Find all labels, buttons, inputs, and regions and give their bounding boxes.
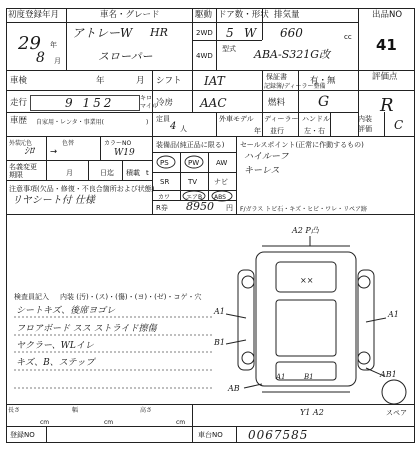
diagram-front-label: A2 P凸 — [292, 226, 319, 235]
inspection-label: 車検 — [10, 76, 28, 86]
notes-title: 注意事項(欠品・修復・不良合箇所および状態) — [9, 185, 155, 193]
selling-point-1: ハイルーフ — [244, 152, 289, 162]
year-unit: 年 — [50, 41, 57, 49]
drive-label: 駆動 — [195, 10, 213, 20]
displacement-label: 排気量 — [274, 10, 300, 20]
registration-no-label: 登録NO — [10, 431, 35, 439]
selling-point-title: セールスポイント(正常に作動するもの) — [240, 141, 364, 149]
interior-label: 内装 — [358, 115, 372, 123]
diagram-x-marks: ×× — [300, 276, 314, 285]
drive-2wd: 2WD — [196, 29, 213, 37]
carry-label: 積載 — [126, 169, 140, 177]
door-label: ドア数・形状 — [218, 10, 269, 20]
length-unit: cm — [40, 419, 50, 426]
color-arrow: → — [50, 147, 58, 157]
warranty-value: 有・無 — [310, 76, 336, 86]
diagram-rear-ab: AB — [228, 384, 240, 393]
capacity-unit: 人 — [180, 125, 187, 133]
ac: AAC — [200, 96, 227, 110]
diagram-bottom-label: Y1 A2 — [300, 408, 324, 417]
interior-score: C — [394, 118, 404, 132]
equip-aw: AW — [216, 159, 228, 167]
fuel-label: 燃料 — [268, 98, 286, 108]
diagram-rear-a1: A1 — [276, 373, 286, 381]
grade-top: HR — [150, 26, 168, 39]
drive-4wd: 4WD — [196, 52, 213, 60]
mile-unit: マイル — [140, 103, 158, 110]
chassis-no: 0067585 — [248, 428, 309, 442]
handle-value: 左・右 — [304, 127, 325, 135]
equip-ps: PS — [160, 159, 169, 167]
diagram-right-a1: A1 — [388, 310, 399, 319]
inspector-label: 検査員記入 — [14, 293, 49, 301]
equip-airbag: エアB — [186, 194, 203, 201]
import-unit: 年 — [254, 127, 261, 135]
warranty-sub: 記録簿/ディーラー整備 — [264, 83, 326, 90]
exterior-label: 外装 — [9, 140, 22, 147]
diagram-spare-label: スペア — [386, 409, 407, 417]
history-sub: 自家用・レンタ・事業用( — [36, 119, 104, 126]
shift: IAT — [204, 74, 225, 88]
handle-label: ハンドル — [302, 115, 330, 123]
width-label: 幅 — [72, 407, 79, 414]
score-label: 評価点 — [372, 72, 398, 82]
mileage-value: 9 152 — [65, 96, 115, 110]
history-close: ) — [146, 119, 149, 126]
inspection-year-unit: 年 — [96, 76, 105, 86]
equip-leather: カワ — [158, 194, 171, 201]
inspector-line-4: キズ、B、ステップ — [16, 358, 95, 368]
equip-navi: ナビ — [214, 178, 228, 186]
capacity: 4 — [170, 121, 177, 132]
interior-sub: 評価 — [358, 125, 372, 133]
warranty-label: 保証書 — [266, 73, 287, 81]
car-name: アトレーW — [72, 26, 133, 40]
color-no-label: カラーNO — [104, 140, 132, 147]
equipment-title: 装備品(純正品に限る) — [156, 141, 225, 149]
inspector-line-3: ヤクラー、WLイレ — [16, 341, 94, 351]
original-color: ｼﾛ — [24, 146, 34, 157]
diagram-rear-b1: B1 — [304, 373, 314, 381]
length-label: 長さ — [8, 407, 21, 414]
r-ticket-unit: 円 — [226, 204, 233, 212]
door-count: 5 — [226, 26, 234, 40]
name-change-month: 月 — [66, 169, 73, 177]
km-unit: キロ — [140, 95, 153, 102]
cc-unit: cc — [344, 33, 352, 41]
displacement: 660 — [280, 26, 303, 40]
capacity-label: 定員 — [156, 115, 170, 123]
exhibit-no: 41 — [376, 36, 397, 54]
carry-unit: t — [146, 169, 149, 177]
inspector-interior-options: 内装 (汚)・(ス)・(傷)・(ヨ)・(ゼ)・コゲ・穴 — [60, 293, 202, 301]
color-change-label: 色替 — [62, 140, 75, 147]
dealer-sub: 並行 — [270, 127, 284, 135]
ac-label: 冷房 — [156, 98, 174, 108]
first-reg-year: 29 — [18, 33, 41, 54]
height-unit: cm — [176, 419, 186, 426]
equip-pw: PW — [188, 159, 200, 167]
mileage-label: 走行 — [10, 98, 28, 108]
car-name-label: 車名・グレード — [100, 10, 160, 20]
shift-label: シフト — [156, 76, 182, 86]
width-unit: cm — [104, 419, 114, 426]
first-reg-label: 初度登録年月 — [8, 10, 60, 20]
diagram-left-a1: A1 — [214, 307, 225, 316]
equip-tv: TV — [188, 178, 198, 186]
name-change-deadline: 期限 — [9, 171, 23, 179]
score: R — [380, 95, 394, 116]
selling-point-2: キーレス — [244, 166, 280, 176]
color-no: W19 — [114, 148, 135, 158]
door-shape: W — [244, 26, 257, 40]
original-label: 元色 — [20, 140, 33, 147]
diagram-left-b1: B1 — [214, 338, 225, 347]
history-label: 車歴 — [10, 116, 28, 126]
dealer-label: ディーラー — [264, 115, 299, 123]
inspector-line-2: フロアボード スス ストライド擦傷 — [16, 324, 157, 334]
grade: スローパー — [98, 50, 153, 63]
notes-text: リヤシート付 仕様 — [12, 195, 95, 206]
fuel: G — [318, 94, 330, 110]
model-label: 型式 — [222, 45, 236, 53]
glass-label: F/ガラス トビ石・キズ・ヒビ・ワレ・リペア跡 — [240, 206, 367, 213]
first-reg-month: 8 — [36, 50, 45, 66]
chassis-no-label: 車台NO — [198, 431, 223, 439]
month-unit: 月 — [54, 57, 61, 65]
import-label: 外車モデル — [219, 115, 254, 123]
diagram-right-ab1: AB1 — [380, 370, 397, 379]
inspector-line-1: シートキズ、後席ヨゴレ — [16, 306, 116, 316]
equip-sr: SR — [160, 178, 170, 186]
height-label: 高さ — [140, 407, 153, 414]
inspection-month-unit: 月 — [136, 76, 145, 86]
exhibit-no-label: 出品NO — [372, 10, 403, 20]
name-change-label: 名義変更 — [9, 163, 37, 171]
r-ticket-label: R券 — [156, 204, 168, 212]
r-ticket-value: 8950 — [186, 200, 214, 213]
equip-abs: ABS — [214, 194, 226, 201]
name-change-day: 日迄 — [100, 169, 114, 177]
model: ABA-S321G改 — [254, 48, 331, 61]
